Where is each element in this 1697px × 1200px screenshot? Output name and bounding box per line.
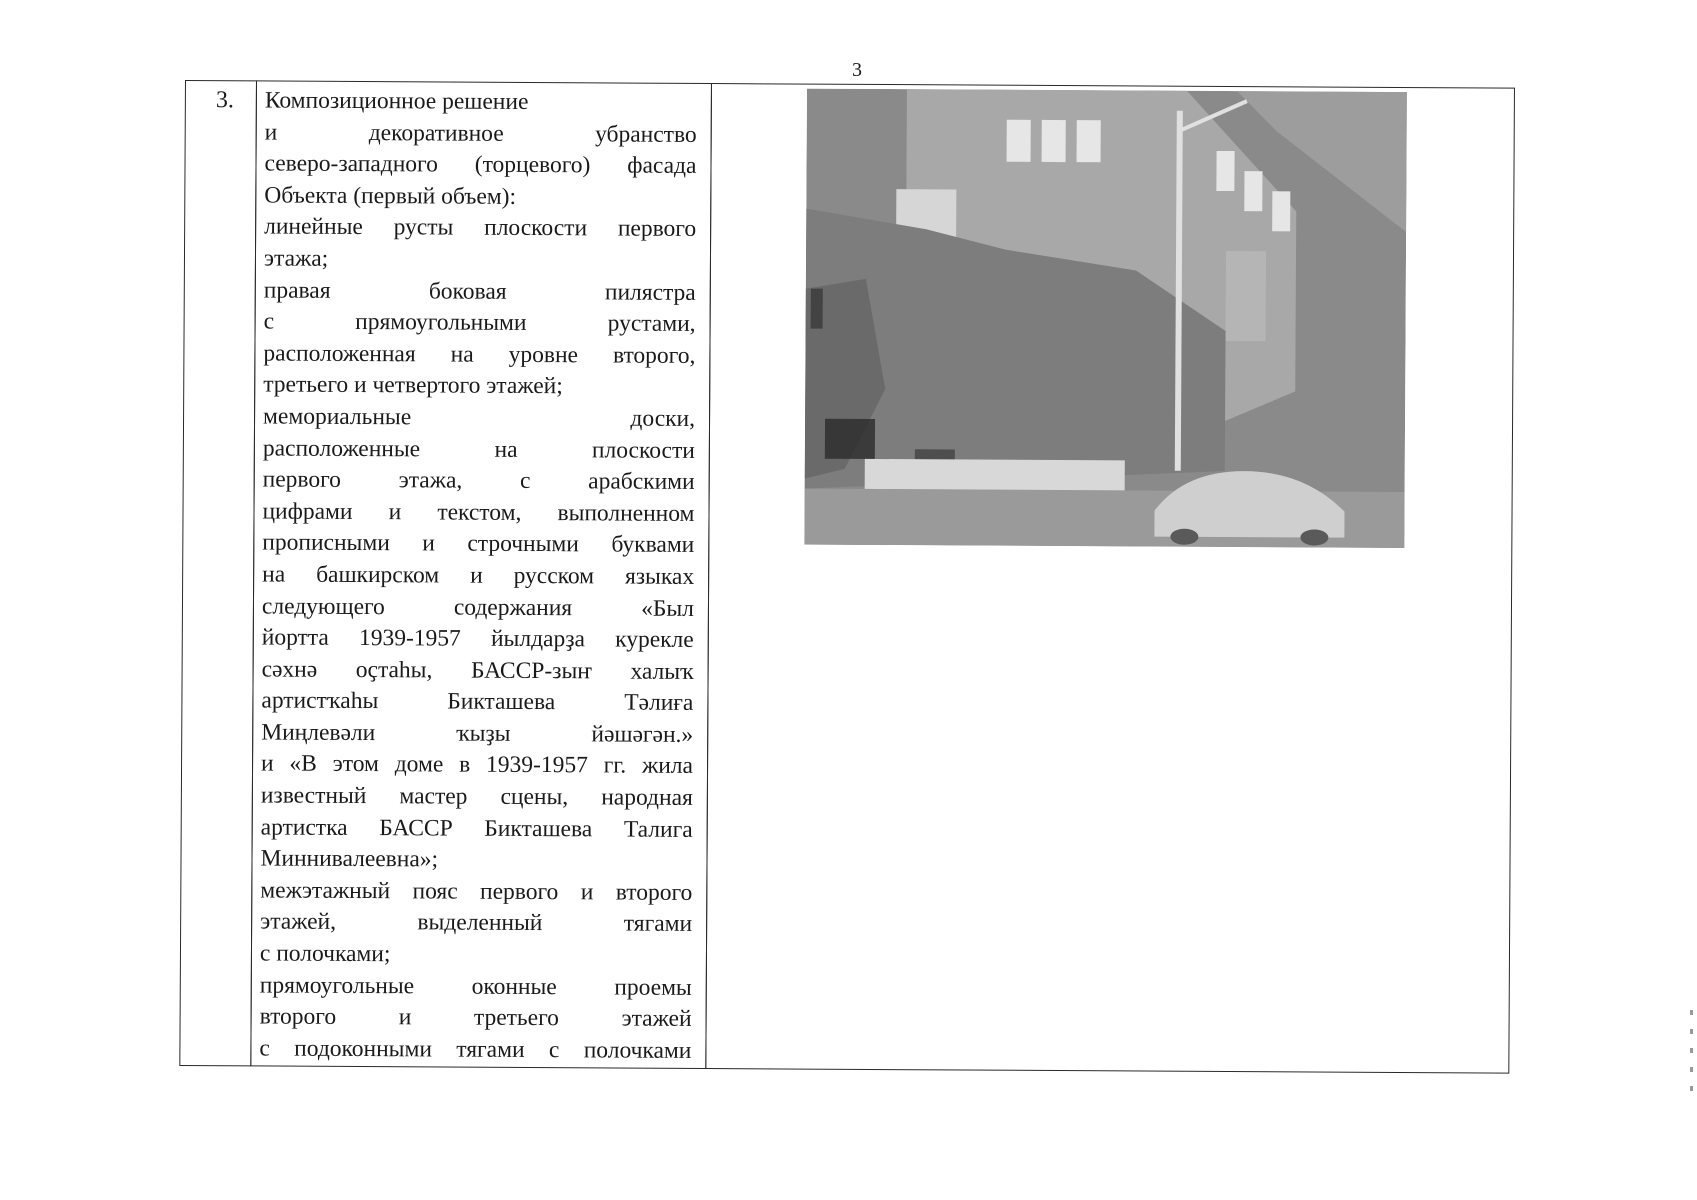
text-word: йылдарҙа xyxy=(490,625,586,653)
text-word: тягами xyxy=(623,910,693,938)
facade-photo xyxy=(804,89,1407,548)
text-line xyxy=(264,275,696,309)
text-word: йортта xyxy=(261,624,329,651)
text-word: и xyxy=(264,119,278,146)
text-word: известный xyxy=(260,782,367,810)
text-word: 1939-1957 xyxy=(358,625,461,652)
text-word: северо-западного xyxy=(264,150,438,178)
text-word: «Был xyxy=(641,595,695,622)
text-word: Композиционное решение xyxy=(264,87,529,115)
text-line xyxy=(259,1033,691,1067)
text-word: оҫтаһы, xyxy=(355,656,433,684)
text-word: языках xyxy=(624,563,695,590)
text-word: башкирском xyxy=(316,561,440,589)
text-word: плоскости xyxy=(591,436,695,464)
text-word: в xyxy=(459,752,471,779)
text-word: проемы xyxy=(614,974,692,1001)
text-line xyxy=(261,781,693,815)
text-word: декоративное xyxy=(368,119,504,147)
text-word: с xyxy=(263,308,275,335)
text-line xyxy=(262,496,694,530)
text-line xyxy=(265,85,697,119)
text-line xyxy=(265,117,697,151)
text-word: и xyxy=(580,879,594,906)
text-line xyxy=(260,875,692,909)
text-line xyxy=(263,465,695,499)
text-word: йәшәгән.» xyxy=(591,721,694,748)
text-word: этажа; xyxy=(263,245,329,272)
text-word: Бикташева xyxy=(484,815,593,843)
text-word: этом xyxy=(332,751,380,778)
row-number: 3. xyxy=(215,87,234,114)
text-word: халыҡ xyxy=(630,658,694,685)
text-line xyxy=(261,749,693,783)
text-word: с xyxy=(519,468,531,495)
text-word: Миннивалеевна»; xyxy=(260,845,439,873)
text-word: на xyxy=(262,561,286,588)
text-line xyxy=(262,528,694,562)
text-line xyxy=(263,370,695,404)
text-line xyxy=(260,970,692,1004)
page-number: 3 xyxy=(852,59,862,81)
text-word: первого xyxy=(262,466,342,494)
text-word: Объекта (первый объем): xyxy=(264,182,517,210)
text-word: (торцевого) xyxy=(474,151,591,179)
document-table xyxy=(179,80,1515,1074)
text-word: с полочками; xyxy=(259,940,391,968)
text-word: гг. xyxy=(603,752,627,780)
text-word: линейные xyxy=(264,213,363,241)
text-word: боковая xyxy=(428,277,507,305)
text-line xyxy=(261,812,693,846)
text-word: народная xyxy=(601,784,693,811)
text-word: и xyxy=(260,750,274,777)
text-word: этажей, xyxy=(260,908,337,936)
text-word: на xyxy=(450,341,474,368)
text-word: фасада xyxy=(627,152,697,180)
text-word: оконные xyxy=(471,973,557,1000)
row-number-cell xyxy=(179,80,257,1066)
text-word: БАССР-зыҥ xyxy=(470,657,593,685)
text-line xyxy=(264,180,696,214)
text-word: буквами xyxy=(611,531,695,559)
text-line xyxy=(264,212,696,246)
text-word: текстом, xyxy=(437,499,522,526)
text-word: уровне xyxy=(508,341,579,369)
text-word: мастер xyxy=(399,783,468,810)
scan-edge-marks xyxy=(1690,1010,1693,1096)
text-word: русты xyxy=(393,214,454,241)
text-word: на xyxy=(494,436,518,463)
text-word: третьего и четвертого этажей; xyxy=(263,371,563,400)
text-word: межэтажный xyxy=(260,877,391,905)
text-word: правая xyxy=(263,277,331,304)
text-word: с xyxy=(548,1036,560,1063)
text-line xyxy=(263,433,695,467)
text-word: первого xyxy=(617,215,697,243)
text-word: мемориальные xyxy=(262,403,412,431)
text-line xyxy=(263,338,695,372)
text-line xyxy=(262,623,694,657)
text-line xyxy=(260,907,692,941)
text-word: с xyxy=(259,1035,270,1062)
text-line xyxy=(264,243,696,277)
text-word: первого xyxy=(480,878,559,906)
text-word: жила xyxy=(641,753,694,780)
text-line xyxy=(262,591,694,625)
description-text xyxy=(259,85,697,1067)
text-word: второго xyxy=(259,1003,337,1031)
text-word: ҡыҙы xyxy=(456,720,511,747)
text-word: прямоугольными xyxy=(355,309,527,337)
text-word: доме xyxy=(394,751,444,778)
text-word: 1939-1957 xyxy=(485,752,588,779)
text-word: пояс xyxy=(412,878,458,905)
text-word: полочками xyxy=(583,1037,692,1064)
text-word: прямоугольные xyxy=(259,972,415,999)
text-word: второго xyxy=(615,879,693,906)
text-word: русском xyxy=(513,562,595,590)
text-word: пилястра xyxy=(604,278,696,306)
text-word: курекле xyxy=(615,626,694,654)
text-line xyxy=(263,401,695,435)
text-word: этажей xyxy=(621,1005,692,1033)
text-word: расположенные xyxy=(262,434,421,462)
text-word: сәхнә xyxy=(261,656,318,683)
text-line xyxy=(264,149,696,183)
text-line xyxy=(260,938,692,972)
text-word: следующего xyxy=(261,592,385,620)
text-word: выполненном xyxy=(557,499,695,527)
text-word: цифрами xyxy=(262,498,353,525)
text-word: подоконными xyxy=(294,1035,433,1063)
text-word: арабскими xyxy=(588,468,695,496)
text-word: сцены, xyxy=(500,783,569,811)
text-word: расположенная xyxy=(263,340,416,368)
text-word: Миңлевәли xyxy=(261,719,376,746)
text-line xyxy=(261,717,693,751)
text-line xyxy=(261,686,693,720)
text-line xyxy=(260,844,692,878)
text-word: убранство xyxy=(595,120,697,148)
text-word: Талига xyxy=(623,816,693,843)
text-line xyxy=(264,307,696,341)
photo-cell xyxy=(705,83,1515,1074)
text-word: артистҡаһы xyxy=(261,687,379,715)
description-cell xyxy=(250,80,712,1069)
text-word: и xyxy=(422,530,435,557)
text-word: Тәлиға xyxy=(624,689,694,717)
text-word: и xyxy=(388,498,402,525)
facade-photo-image xyxy=(804,89,1407,548)
text-word: и xyxy=(470,562,483,589)
text-word: «В xyxy=(289,751,317,778)
text-word: и xyxy=(398,1004,412,1031)
text-word: тягами xyxy=(456,1036,525,1063)
text-word: доски, xyxy=(630,405,696,432)
text-line xyxy=(260,1002,692,1036)
text-word: содержания xyxy=(453,594,573,621)
text-word: плоскости xyxy=(484,215,588,242)
text-line xyxy=(262,654,694,688)
text-word: второго, xyxy=(612,342,696,369)
text-word: третьего xyxy=(473,1004,560,1032)
text-word: этажа, xyxy=(398,467,463,494)
text-word: строчными xyxy=(467,530,579,558)
text-line xyxy=(262,559,694,593)
text-word: Бикташева xyxy=(447,688,556,716)
text-word: артистка xyxy=(260,814,348,841)
text-word: прописными xyxy=(262,529,390,557)
text-word: БАССР xyxy=(379,814,453,842)
text-word: рустами, xyxy=(607,310,696,338)
text-word: выделенный xyxy=(417,909,543,937)
